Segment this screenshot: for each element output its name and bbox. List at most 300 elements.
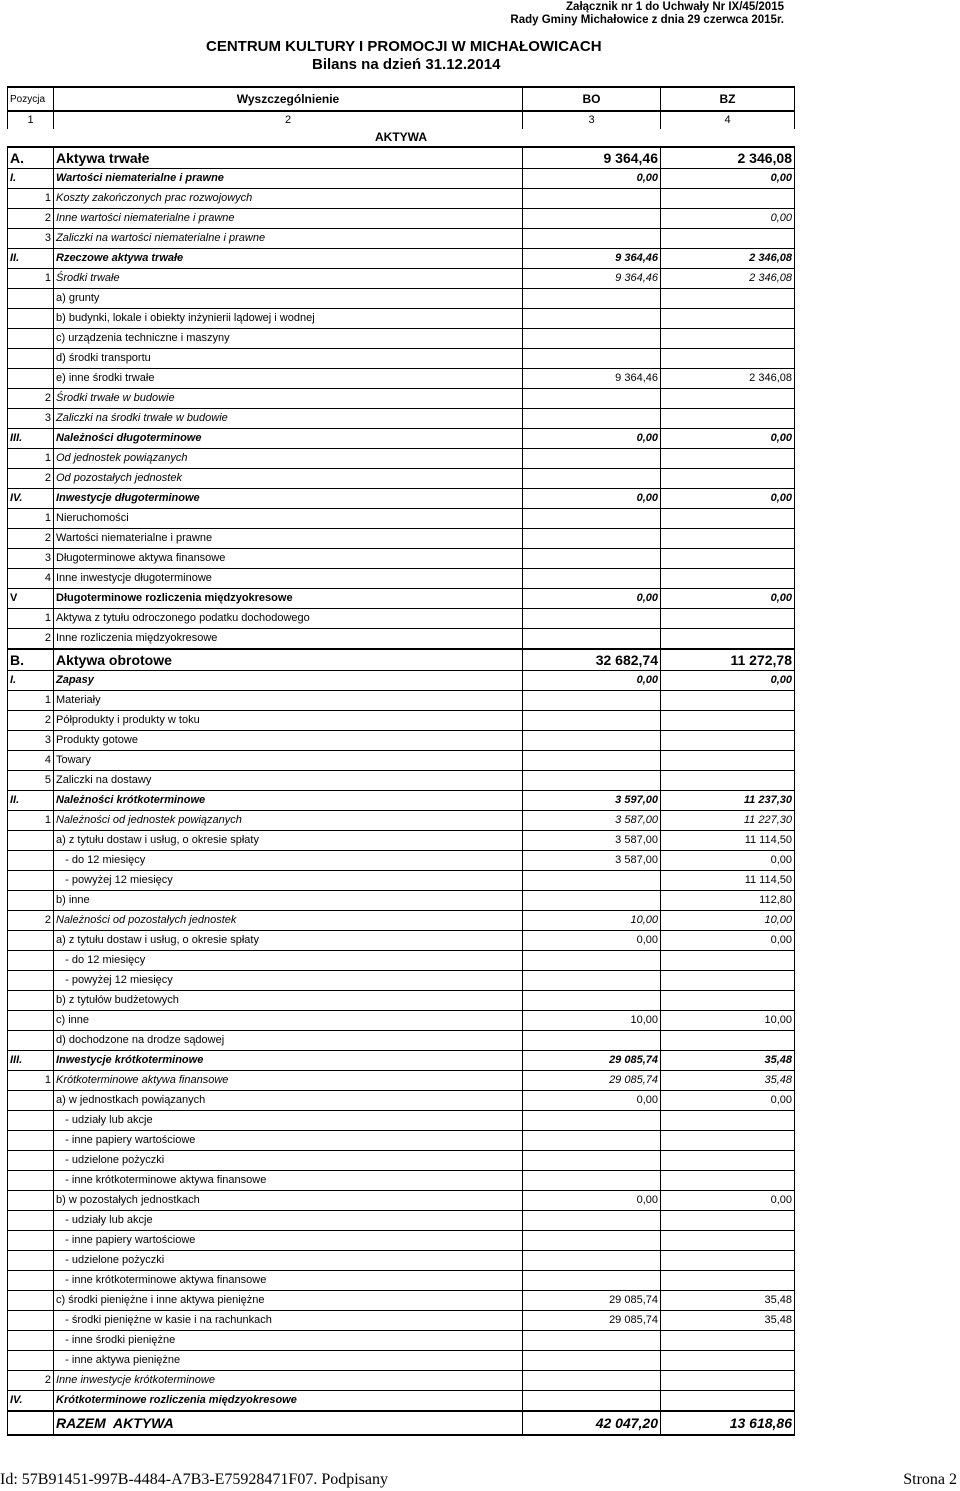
row-value-bo: 3 587,00 — [523, 811, 661, 831]
row-value-bo: 0,00 — [523, 589, 661, 609]
row-value-bz: 0,00 — [661, 589, 795, 609]
table-row — [8, 629, 795, 650]
row-value-bz: 35,48 — [661, 1291, 795, 1311]
row-value-bo — [523, 329, 661, 349]
row-value-bz — [661, 569, 795, 589]
row-label: e) inne środki trwałe — [54, 369, 523, 389]
table-row — [8, 1231, 795, 1251]
row-label: b) inne — [54, 891, 523, 911]
column-header-row — [8, 87, 795, 111]
row-label: c) inne — [54, 1011, 523, 1031]
row-label: Zapasy — [54, 671, 523, 691]
row-value-bo — [523, 549, 661, 569]
table-row — [8, 349, 795, 369]
table-row — [8, 691, 795, 711]
row-value-bo — [523, 189, 661, 209]
row-label: - do 12 miesięcy — [54, 851, 523, 871]
row-code — [8, 329, 54, 349]
table-row — [8, 1371, 795, 1391]
row-value-bo — [523, 731, 661, 751]
row-code: 2 — [8, 389, 54, 409]
row-code — [8, 289, 54, 309]
row-value-bo — [523, 1211, 661, 1231]
row-value-bo — [523, 609, 661, 629]
table-row — [8, 229, 795, 249]
row-code: 3 — [8, 549, 54, 569]
row-label: Krótkoterminowe aktywa finansowe — [54, 1071, 523, 1091]
subsection-row — [8, 671, 795, 691]
row-value-bo — [523, 1151, 661, 1171]
row-value-bo — [523, 1391, 661, 1412]
table-row — [8, 951, 795, 971]
row-label: Inne inwestycje krótkoterminowe — [54, 1371, 523, 1391]
row-label: Należności długoterminowe — [54, 429, 523, 449]
row-code — [8, 891, 54, 911]
row-value-bo: 9 364,46 — [523, 249, 661, 269]
table-row — [8, 269, 795, 289]
row-code: IV. — [8, 489, 54, 509]
row-code: 1 — [8, 269, 54, 289]
table-row — [8, 189, 795, 209]
table-row — [8, 831, 795, 851]
row-value-bz — [661, 711, 795, 731]
attachment-line-1: Załącznik nr 1 do Uchwały Nr IX/45/2015 — [566, 1, 784, 13]
row-label: c) środki pieniężne i inne aktywa pieniężne — [54, 1291, 523, 1311]
table-row — [8, 1271, 795, 1291]
table-row — [8, 711, 795, 731]
subsection-row — [8, 429, 795, 449]
row-label: Od jednostek powiązanych — [54, 449, 523, 469]
table-row — [8, 609, 795, 629]
table-row — [8, 1211, 795, 1231]
row-value-bo — [523, 871, 661, 891]
subsection-row — [8, 249, 795, 269]
row-value-bz — [661, 229, 795, 249]
row-code — [8, 1151, 54, 1171]
row-value-bo — [523, 951, 661, 971]
row-label: Zaliczki na dostawy — [54, 771, 523, 791]
table-row — [8, 911, 795, 931]
row-label: Aktywa trwałe — [54, 147, 523, 169]
row-code: 2 — [8, 529, 54, 549]
row-value-bo: 29 085,74 — [523, 1051, 661, 1071]
subsection-row — [8, 589, 795, 609]
subsection-row — [8, 791, 795, 811]
row-code: II. — [8, 791, 54, 811]
row-code — [8, 1131, 54, 1151]
row-value-bz — [661, 349, 795, 369]
row-code — [8, 1291, 54, 1311]
row-label: Wartości niematerialne i prawne — [54, 169, 523, 189]
row-code: 1 — [8, 609, 54, 629]
row-code — [8, 1111, 54, 1131]
row-value-bo — [523, 1351, 661, 1371]
row-value-bz — [661, 771, 795, 791]
row-value-bo: 29 085,74 — [523, 1291, 661, 1311]
row-value-bz — [661, 609, 795, 629]
row-value-bz: 0,00 — [661, 169, 795, 189]
row-code: 3 — [8, 409, 54, 429]
row-code — [8, 1411, 54, 1435]
row-value-bz — [661, 389, 795, 409]
subsection-row — [8, 489, 795, 509]
row-value-bz: 10,00 — [661, 911, 795, 931]
row-value-bz: 13 618,86 — [661, 1411, 795, 1435]
row-value-bz: 11 237,30 — [661, 791, 795, 811]
row-value-bo — [523, 309, 661, 329]
row-value-bz: 0,00 — [661, 1191, 795, 1211]
table-row — [8, 329, 795, 349]
row-code — [8, 971, 54, 991]
row-code — [8, 1031, 54, 1051]
row-label: Inne rozliczenia międzyokresowe — [54, 629, 523, 650]
row-code: 4 — [8, 569, 54, 589]
row-value-bo: 9 364,46 — [523, 269, 661, 289]
table-row — [8, 771, 795, 791]
row-value-bo — [523, 409, 661, 429]
row-value-bz: 11 272,78 — [661, 649, 795, 671]
page-number: Strona 2 — [903, 1471, 957, 1488]
row-value-bo: 0,00 — [523, 169, 661, 189]
row-value-bo: 0,00 — [523, 931, 661, 951]
table-row — [8, 751, 795, 771]
row-label: - inne papiery wartościowe — [54, 1231, 523, 1251]
row-value-bo: 0,00 — [523, 1091, 661, 1111]
row-value-bz — [661, 1331, 795, 1351]
row-code — [8, 1191, 54, 1211]
row-code — [8, 871, 54, 891]
section-title-row — [8, 129, 795, 147]
row-code — [8, 369, 54, 389]
row-value-bz — [661, 1351, 795, 1371]
row-label: - inne krótkoterminowe aktywa finansowe — [54, 1271, 523, 1291]
row-value-bo: 9 364,46 — [523, 147, 661, 169]
table-row — [8, 931, 795, 951]
row-value-bz: 2 346,08 — [661, 369, 795, 389]
row-label: RAZEM AKTYWA — [54, 1411, 523, 1435]
subsection-row — [8, 1051, 795, 1071]
row-value-bz — [661, 991, 795, 1011]
row-code — [8, 1171, 54, 1191]
row-value-bo: 10,00 — [523, 1011, 661, 1031]
row-value-bz — [661, 1371, 795, 1391]
document-id: Id: 57B91451-997B-4484-A7B3-E75928471F07. Podpisany — [0, 1471, 388, 1488]
row-code — [8, 349, 54, 369]
row-value-bz: 0,00 — [661, 489, 795, 509]
row-code: I. — [8, 671, 54, 691]
row-value-bz: 0,00 — [661, 1091, 795, 1111]
row-value-bo: 0,00 — [523, 671, 661, 691]
row-value-bz — [661, 731, 795, 751]
row-value-bz: 2 346,08 — [661, 147, 795, 169]
row-code: 1 — [8, 691, 54, 711]
row-value-bz — [661, 529, 795, 549]
row-label: Nieruchomości — [54, 509, 523, 529]
row-label: Towary — [54, 751, 523, 771]
row-label: Inne inwestycje długoterminowe — [54, 569, 523, 589]
row-label: Od pozostałych jednostek — [54, 469, 523, 489]
row-value-bz — [661, 1131, 795, 1151]
row-value-bo — [523, 1251, 661, 1271]
row-code: II. — [8, 249, 54, 269]
row-value-bz — [661, 691, 795, 711]
row-code: III. — [8, 1051, 54, 1071]
row-value-bo — [523, 349, 661, 369]
table-row — [8, 971, 795, 991]
row-label: - inne środki pieniężne — [54, 1331, 523, 1351]
row-label: - inne aktywa pieniężne — [54, 1351, 523, 1371]
row-code — [8, 309, 54, 329]
row-value-bz: 0,00 — [661, 209, 795, 229]
row-value-bz — [661, 329, 795, 349]
row-value-bo — [523, 1171, 661, 1191]
row-code: 2 — [8, 209, 54, 229]
table-row — [8, 1031, 795, 1051]
row-label: - udziały lub akcje — [54, 1111, 523, 1131]
row-value-bz — [661, 289, 795, 309]
row-code: 1 — [8, 189, 54, 209]
table-row — [8, 209, 795, 229]
row-value-bo: 10,00 — [523, 911, 661, 931]
row-label: a) z tytułu dostaw i usług, o okresie spłaty — [54, 831, 523, 851]
row-value-bo — [523, 991, 661, 1011]
table-row — [8, 1171, 795, 1191]
row-label: - inne krótkoterminowe aktywa finansowe — [54, 1171, 523, 1191]
row-label: Wartości niematerialne i prawne — [54, 529, 523, 549]
row-value-bz — [661, 751, 795, 771]
table-row — [8, 469, 795, 489]
table-row — [8, 509, 795, 529]
table-row — [8, 991, 795, 1011]
row-label: - powyżej 12 miesięcy — [54, 871, 523, 891]
table-row — [8, 549, 795, 569]
row-value-bo: 9 364,46 — [523, 369, 661, 389]
institution-name: CENTRUM KULTURY I PROMOCJI W MICHAŁOWICACH — [206, 38, 602, 55]
column-number-3: 3 — [523, 111, 661, 129]
row-value-bz — [661, 1111, 795, 1131]
row-label: Środki trwałe — [54, 269, 523, 289]
column-header-position: Pozycja — [8, 87, 54, 111]
row-code: 1 — [8, 1071, 54, 1091]
table-row — [8, 1311, 795, 1331]
row-code: 4 — [8, 751, 54, 771]
row-value-bo: 32 682,74 — [523, 649, 661, 671]
column-number-1: 1 — [8, 111, 54, 129]
row-value-bo: 0,00 — [523, 1191, 661, 1211]
row-label: Inwestycje krótkoterminowe — [54, 1051, 523, 1071]
row-label: Należności od pozostałych jednostek — [54, 911, 523, 931]
row-label: Aktywa z tytułu odroczonego podatku dochodowego — [54, 609, 523, 629]
row-code — [8, 1271, 54, 1291]
row-code — [8, 1331, 54, 1351]
table-row — [8, 1351, 795, 1371]
row-label: Materiały — [54, 691, 523, 711]
table-row — [8, 409, 795, 429]
row-code: 3 — [8, 229, 54, 249]
row-value-bo — [523, 449, 661, 469]
row-label: - środki pieniężne w kasie i na rachunkach — [54, 1311, 523, 1331]
table-row — [8, 309, 795, 329]
row-code — [8, 1091, 54, 1111]
subsection-row — [8, 1391, 795, 1412]
row-label: c) urządzenia techniczne i maszyny — [54, 329, 523, 349]
row-value-bz: 35,48 — [661, 1071, 795, 1091]
row-label: Półprodukty i produkty w toku — [54, 711, 523, 731]
table-row — [8, 289, 795, 309]
balance-sheet-table — [7, 86, 795, 1436]
row-code — [8, 1211, 54, 1231]
row-value-bo — [523, 529, 661, 549]
column-header-bz: BZ — [661, 87, 795, 111]
table-row — [8, 1291, 795, 1311]
row-code — [8, 1011, 54, 1031]
row-label: d) dochodzone na drodze sądowej — [54, 1031, 523, 1051]
row-code — [8, 931, 54, 951]
row-value-bz: 112,80 — [661, 891, 795, 911]
row-label: - do 12 miesięcy — [54, 951, 523, 971]
row-value-bz — [661, 1211, 795, 1231]
row-label: Produkty gotowe — [54, 731, 523, 751]
column-number-2: 2 — [54, 111, 523, 129]
table-row — [8, 569, 795, 589]
row-label: Zaliczki na wartości niematerialne i prawne — [54, 229, 523, 249]
row-value-bz: 0,00 — [661, 931, 795, 951]
row-label: Aktywa obrotowe — [54, 649, 523, 671]
row-value-bz: 11 114,50 — [661, 831, 795, 851]
table-row — [8, 1111, 795, 1131]
row-label: Długoterminowe aktywa finansowe — [54, 549, 523, 569]
row-value-bz — [661, 1031, 795, 1051]
row-value-bo — [523, 771, 661, 791]
section-title: AKTYWA — [375, 130, 427, 144]
row-value-bz: 11 227,30 — [661, 811, 795, 831]
row-value-bo — [523, 389, 661, 409]
row-label: Należności od jednostek powiązanych — [54, 811, 523, 831]
table-row — [8, 449, 795, 469]
table-row — [8, 1131, 795, 1151]
row-value-bz — [661, 1271, 795, 1291]
row-code: 2 — [8, 1371, 54, 1391]
row-code: 2 — [8, 469, 54, 489]
row-value-bz — [661, 449, 795, 469]
row-value-bz — [661, 629, 795, 650]
row-code: 2 — [8, 711, 54, 731]
row-value-bz — [661, 1251, 795, 1271]
table-row — [8, 369, 795, 389]
row-code — [8, 1251, 54, 1271]
row-value-bo: 3 587,00 — [523, 851, 661, 871]
row-code — [8, 1231, 54, 1251]
row-value-bo: 3 597,00 — [523, 791, 661, 811]
row-value-bz: 0,00 — [661, 671, 795, 691]
row-value-bo — [523, 891, 661, 911]
column-number-4: 4 — [661, 111, 795, 129]
row-value-bz — [661, 409, 795, 429]
row-value-bo — [523, 971, 661, 991]
row-value-bo — [523, 289, 661, 309]
table-row — [8, 871, 795, 891]
row-value-bz — [661, 189, 795, 209]
table-row — [8, 891, 795, 911]
row-value-bz: 2 346,08 — [661, 249, 795, 269]
table-row — [8, 1071, 795, 1091]
table-row — [8, 1091, 795, 1111]
row-value-bo: 0,00 — [523, 429, 661, 449]
row-label: d) środki transportu — [54, 349, 523, 369]
row-code: 2 — [8, 629, 54, 650]
row-code: V — [8, 589, 54, 609]
row-value-bo — [523, 1031, 661, 1051]
row-value-bz: 2 346,08 — [661, 269, 795, 289]
row-value-bo — [523, 1131, 661, 1151]
row-value-bo — [523, 1231, 661, 1251]
row-value-bz — [661, 1391, 795, 1412]
row-value-bz — [661, 951, 795, 971]
row-value-bo — [523, 691, 661, 711]
row-value-bz — [661, 1231, 795, 1251]
row-label: Koszty zakończonych prac rozwojowych — [54, 189, 523, 209]
row-value-bo — [523, 569, 661, 589]
column-number-row — [8, 111, 795, 129]
row-value-bo — [523, 1271, 661, 1291]
row-code: 3 — [8, 731, 54, 751]
row-label: - inne papiery wartościowe — [54, 1131, 523, 1151]
row-label: a) grunty — [54, 289, 523, 309]
row-value-bz — [661, 971, 795, 991]
attachment-line-2: Rady Gminy Michałowice z dnia 29 czerwca 2015r. — [510, 14, 784, 26]
row-code: IV. — [8, 1391, 54, 1412]
row-value-bz: 35,48 — [661, 1311, 795, 1331]
row-label: Zaliczki na środki trwałe w budowie — [54, 409, 523, 429]
row-value-bo: 42 047,20 — [523, 1411, 661, 1435]
row-code: I. — [8, 169, 54, 189]
row-label: - udziały lub akcje — [54, 1211, 523, 1231]
table-row — [8, 1251, 795, 1271]
section-row — [8, 649, 795, 671]
table-row — [8, 389, 795, 409]
row-value-bo — [523, 229, 661, 249]
row-value-bo: 29 085,74 — [523, 1311, 661, 1331]
row-value-bo: 0,00 — [523, 489, 661, 509]
row-code: 1 — [8, 449, 54, 469]
row-code: 1 — [8, 811, 54, 831]
row-code: 5 — [8, 771, 54, 791]
row-value-bz — [661, 509, 795, 529]
row-code — [8, 1351, 54, 1371]
document-header — [206, 38, 602, 74]
table-row — [8, 1151, 795, 1171]
row-label: Inwestycje długoterminowe — [54, 489, 523, 509]
row-value-bz — [661, 469, 795, 489]
row-label: b) budynki, lokale i obiekty inżynierii lądowej i wodnej — [54, 309, 523, 329]
row-value-bz — [661, 1151, 795, 1171]
row-label: b) z tytułów budżetowych — [54, 991, 523, 1011]
table-row — [8, 1191, 795, 1211]
row-label: Długoterminowe rozliczenia międzyokresowe — [54, 589, 523, 609]
row-label: - udzielone pożyczki — [54, 1151, 523, 1171]
row-value-bz: 0,00 — [661, 851, 795, 871]
row-value-bo — [523, 469, 661, 489]
row-label: Inne wartości niematerialne i prawne — [54, 209, 523, 229]
row-value-bz: 10,00 — [661, 1011, 795, 1031]
row-code — [8, 831, 54, 851]
column-header-bo: BO — [523, 87, 661, 111]
row-code: B. — [8, 649, 54, 671]
row-value-bo — [523, 509, 661, 529]
table-row — [8, 851, 795, 871]
row-value-bo: 29 085,74 — [523, 1071, 661, 1091]
row-value-bo: 3 587,00 — [523, 831, 661, 851]
